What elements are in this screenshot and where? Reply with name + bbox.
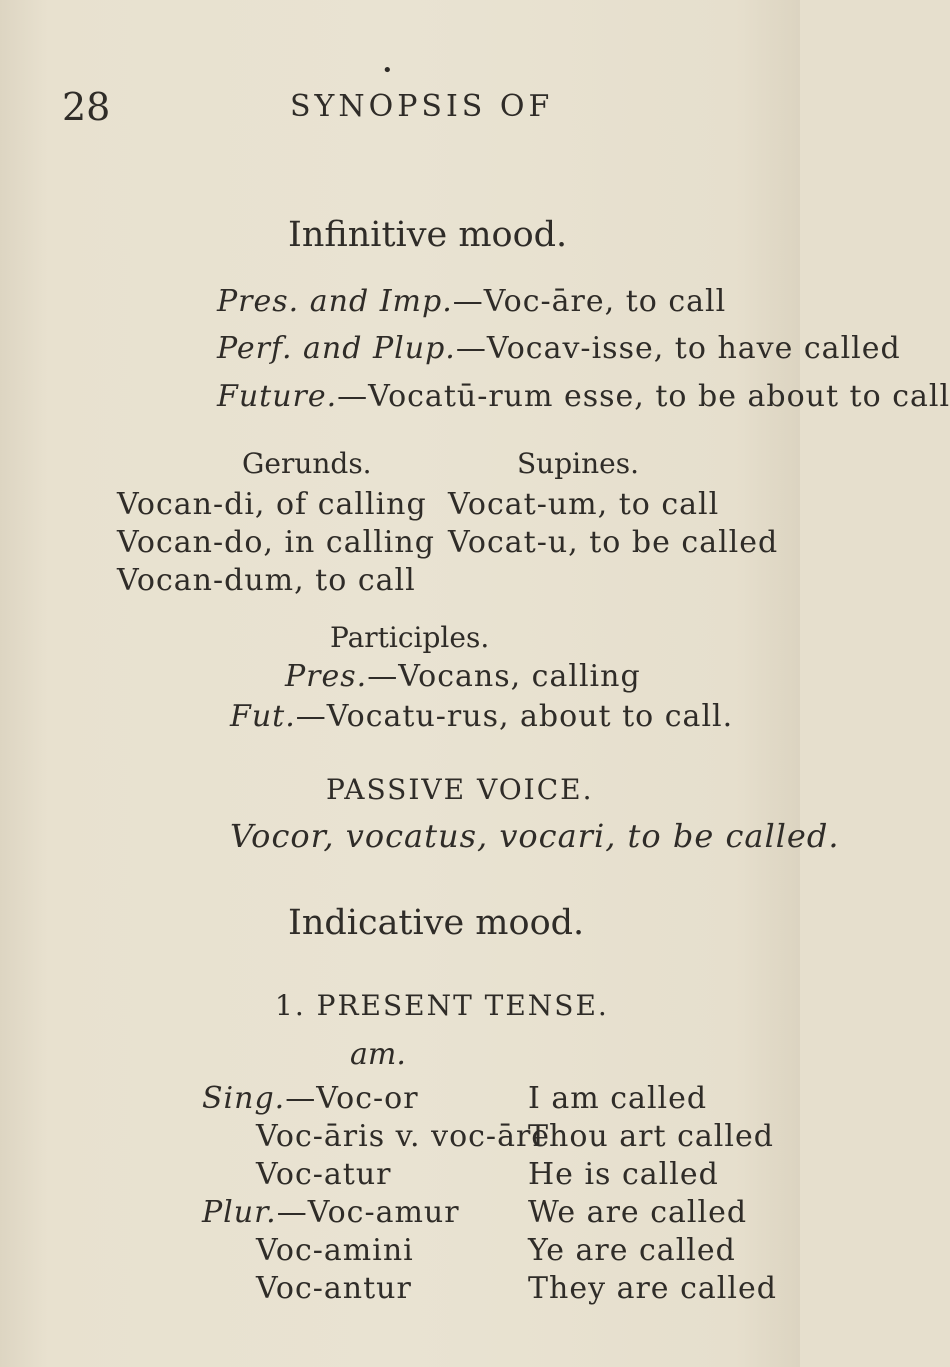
running-head: SYNOPSIS OF xyxy=(290,89,554,124)
gerund-form: Vocan-di, of calling xyxy=(117,487,427,522)
conjugation-row xyxy=(202,1081,419,1116)
supines-heading: Supines. xyxy=(517,447,639,480)
english-gloss: We are called xyxy=(528,1195,748,1230)
conjugation-row xyxy=(202,1195,460,1230)
latin-form: Voc-antur xyxy=(256,1271,412,1306)
english-gloss: I am called xyxy=(528,1081,708,1116)
english-gloss: They are called xyxy=(528,1271,777,1306)
tense-heading: 1. PRESENT TENSE. xyxy=(275,989,609,1022)
supine-form: Vocat-u, to be called xyxy=(448,525,779,560)
stem-note: am. xyxy=(350,1037,406,1072)
print-speck: • xyxy=(382,60,393,81)
latin-form: Voc-atur xyxy=(256,1157,392,1192)
tense-label: Pres. xyxy=(285,659,368,694)
infinitive-line xyxy=(217,331,901,366)
tense-label: Future. xyxy=(217,379,338,414)
passive-voice-heading: PASSIVE VOICE. xyxy=(326,773,594,806)
latin-form: Voc-āris v. voc-āre xyxy=(256,1119,551,1154)
participle-form: —Vocans, calling xyxy=(367,659,641,694)
infinitive-line xyxy=(217,284,727,319)
latin-form: —Voc-amur xyxy=(276,1195,460,1230)
gerund-form: Vocan-do, in calling xyxy=(117,525,435,560)
participles-heading: Participles. xyxy=(330,621,490,654)
infinitive-form: —Vocav-isse, to have called xyxy=(455,331,901,366)
tense-label: Pres. and Imp. xyxy=(217,284,453,319)
gerunds-heading: Gerunds. xyxy=(242,447,372,480)
participle-form: —Vocatu-rus, about to call. xyxy=(295,699,734,734)
participle-line xyxy=(230,699,734,734)
english-gloss: He is called xyxy=(528,1157,719,1192)
infinitive-form: —Voc-āre, to call xyxy=(452,284,727,319)
participle-line xyxy=(285,659,641,694)
tense-label: Perf. and Plup. xyxy=(217,331,456,366)
english-gloss: Thou art called xyxy=(528,1119,774,1154)
number-label: Sing. xyxy=(202,1081,286,1116)
infinitive-form: —Vocatū-rum esse, to be about to call xyxy=(337,379,950,414)
number-label: Plur. xyxy=(202,1195,277,1230)
latin-form: —Voc-or xyxy=(285,1081,419,1116)
english-gloss: Ye are called xyxy=(528,1233,736,1268)
supine-form: Vocat-um, to call xyxy=(448,487,720,522)
page-number: 28 xyxy=(62,85,111,129)
infinitive-line xyxy=(217,379,950,414)
infinitive-heading: Infinitive mood. xyxy=(288,215,568,255)
principal-parts: Vocor, vocatus, vocari, to be called. xyxy=(230,817,840,855)
tense-label: Fut. xyxy=(230,699,296,734)
indicative-heading: Indicative mood. xyxy=(288,903,585,943)
gerund-form: Vocan-dum, to call xyxy=(117,563,416,598)
latin-form: Voc-amini xyxy=(256,1233,414,1268)
